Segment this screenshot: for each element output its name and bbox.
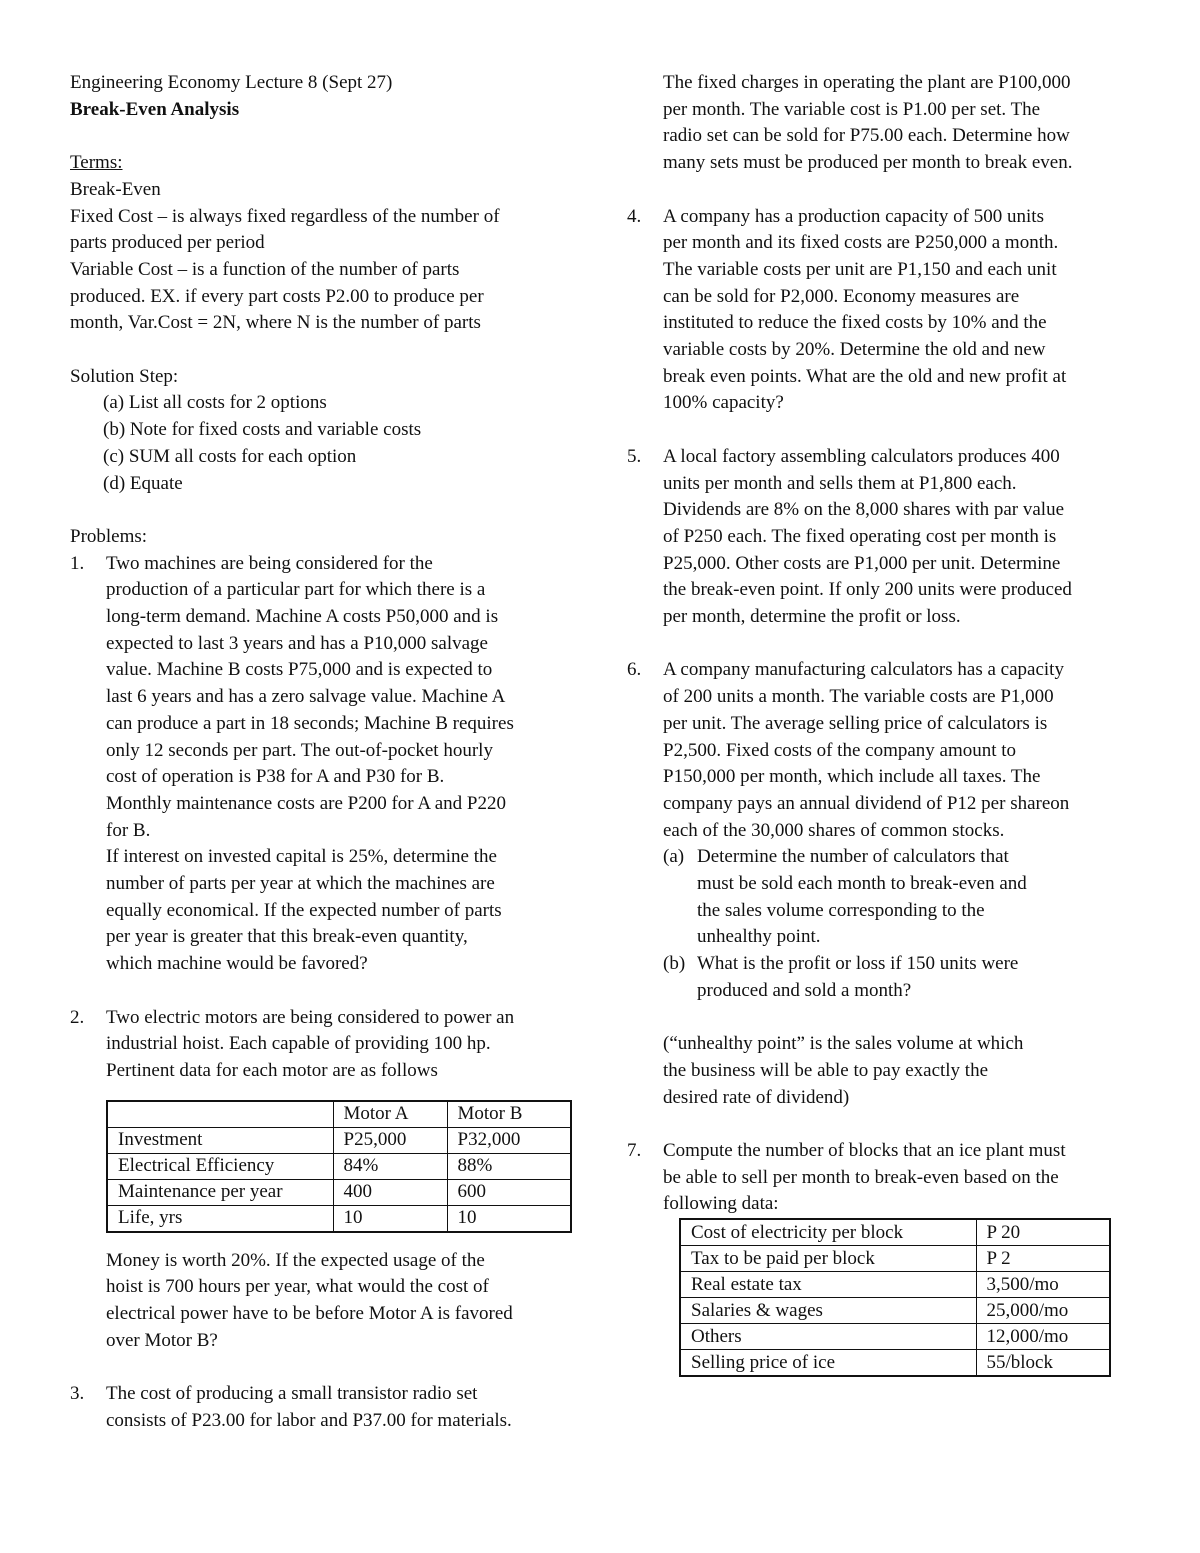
note-line: desired rate of dividend): [663, 1086, 850, 1108]
problem-line: A company has a production capacity of 500 units: [663, 205, 1044, 227]
problem-line: must be sold each month to break-even and: [697, 873, 1027, 895]
table-cell: 10: [333, 1205, 447, 1232]
table-header-row: [107, 1101, 571, 1128]
problem-line: What is the profit or loss if 150 units were: [697, 953, 1019, 975]
problem-line: can be sold for P2,000. Economy measures are: [663, 285, 1020, 307]
table-cell: P25,000: [333, 1127, 447, 1153]
problem-line: Two electric motors are being considered to power an: [106, 1006, 515, 1028]
problem-line: break even points. What are the old and new profit at: [663, 365, 1067, 387]
problem-line: per month, determine the profit or loss.: [663, 606, 961, 628]
solution-step: (c) SUM all costs for each option: [103, 445, 357, 467]
table-cell: Tax to be paid per block: [680, 1246, 976, 1272]
problem-line: produced and sold a month?: [697, 979, 912, 1001]
solution-step: (b) Note for fixed costs and variable costs: [103, 419, 422, 441]
table-row: [107, 1179, 571, 1205]
problem-line: Dividends are 8% on the 8,000 shares with par value: [663, 499, 1065, 521]
problem-3: [70, 1381, 575, 1434]
solution-step: (d) Equate: [103, 472, 183, 494]
table-cell: 12,000/mo: [976, 1324, 1110, 1350]
problem-line: Pertinent data for each motor are as follows: [106, 1059, 438, 1081]
problem-line: The variable costs per unit are P1,150 and each unit: [663, 258, 1057, 280]
problem-line: equally economical. If the expected number of parts: [106, 899, 502, 921]
problem-3-continuation: [627, 70, 1137, 177]
problem-number: 3.: [70, 1383, 85, 1405]
table-row: [680, 1272, 1110, 1298]
table-cell: P32,000: [447, 1127, 571, 1153]
problem-line: many sets must be produced per month to break even.: [663, 152, 1073, 174]
problem-line: of P250 each. The fixed operating cost per month is: [663, 525, 1057, 547]
table-cell: 55/block: [976, 1350, 1110, 1377]
problem-line: per month. The variable cost is P1.00 per set. The: [663, 98, 1041, 120]
right-column: [627, 70, 1137, 1377]
table-header-cell: Motor B: [447, 1101, 571, 1128]
table-cell: Salaries & wages: [680, 1298, 976, 1324]
problem-line: unhealthy point.: [697, 926, 821, 948]
table-header-cell: Motor A: [333, 1101, 447, 1128]
problem-line: consists of P23.00 for labor and P37.00 for materials.: [106, 1409, 512, 1431]
note-line: (“unhealthy point” is the sales volume at which: [663, 1033, 1024, 1055]
problem-number: 6.: [627, 659, 642, 681]
solution-step: (a) List all costs for 2 options: [103, 392, 327, 414]
table-cell: 600: [447, 1179, 571, 1205]
problem-6-part-b: [663, 951, 1137, 1004]
problem-line: company pays an annual dividend of P12 per shareon: [663, 792, 1070, 814]
table-row: [107, 1127, 571, 1153]
problem-line: following data:: [663, 1193, 779, 1215]
problem-line: only 12 seconds per part. The out-of-pocket hourly: [106, 739, 493, 761]
problem-line: electrical power have to be before Motor A is favored: [106, 1303, 513, 1325]
terms-heading: Terms:: [70, 152, 123, 174]
ice-plant-data-table: [679, 1218, 1111, 1377]
left-column: [70, 70, 575, 1435]
table-row: [680, 1219, 1110, 1246]
sub-label: (b): [663, 953, 686, 975]
problem-number: 7.: [627, 1140, 642, 1162]
table-cell: 88%: [447, 1153, 571, 1179]
problem-line: expected to last 3 years and has a P10,000 salvage: [106, 632, 488, 654]
table-cell: Selling price of ice: [680, 1350, 976, 1377]
terms-line: Variable Cost – is a function of the number of parts: [70, 258, 460, 280]
problems-heading: Problems:: [70, 525, 148, 547]
problem-line: units per month and sells them at P1,800 each.: [663, 472, 1017, 494]
terms-line: month, Var.Cost = 2N, where N is the number of parts: [70, 312, 481, 334]
problem-line: Monthly maintenance costs are P200 for A and P220: [106, 792, 506, 814]
problem-line: cost of operation is P38 for A and P30 for B.: [106, 766, 445, 788]
problem-7: [627, 1138, 1137, 1218]
problem-line: variable costs by 20%. Determine the old and new: [663, 339, 1046, 361]
problem-number: 4.: [627, 205, 642, 227]
problem-line: Two machines are being considered for the: [106, 552, 433, 574]
problem-line: instituted to reduce the fixed costs by 10% and the: [663, 312, 1047, 334]
note-line: the business will be able to pay exactly the: [663, 1059, 989, 1081]
table-cell: Investment: [107, 1127, 333, 1153]
problem-line: number of parts per year at which the machines are: [106, 873, 495, 895]
problem-number: 2.: [70, 1006, 85, 1028]
table-cell: P 2: [976, 1246, 1110, 1272]
problem-line: Determine the number of calculators that: [697, 846, 1009, 868]
problem-2-continuation: [70, 1248, 575, 1355]
table-cell: Others: [680, 1324, 976, 1350]
problem-line: hoist is 700 hours per year, what would the cost of: [106, 1276, 489, 1298]
problem-line: the break-even point. If only 200 units were produced: [663, 579, 1072, 601]
table-cell: Electrical Efficiency: [107, 1153, 333, 1179]
problem-line: last 6 years and has a zero salvage value. Machine A: [106, 686, 506, 708]
table-cell: Real estate tax: [680, 1272, 976, 1298]
problem-line: the sales volume corresponding to the: [697, 899, 985, 921]
problem-6-part-a: [663, 844, 1137, 951]
problem-6-note: [627, 1031, 1137, 1111]
course-title: Engineering Economy Lecture 8 (Sept 27): [70, 72, 393, 93]
problem-line: long-term demand. Machine A costs P50,000 and is: [106, 606, 499, 628]
table-cell: 25,000/mo: [976, 1298, 1110, 1324]
problem-line: per year is greater that this break-even quantity,: [106, 926, 468, 948]
sub-label: (a): [663, 846, 685, 868]
problem-line: industrial hoist. Each capable of providing 100 hp.: [106, 1033, 491, 1055]
motor-comparison-table: [106, 1100, 572, 1233]
problem-4: [627, 204, 1137, 418]
table-cell: P 20: [976, 1219, 1110, 1246]
table-cell: 3,500/mo: [976, 1272, 1110, 1298]
problem-line: 100% capacity?: [663, 392, 784, 414]
problem-line: radio set can be sold for P75.00 each. Determine how: [663, 125, 1070, 147]
terms-line: produced. EX. if every part costs P2.00 to produce per: [70, 285, 484, 307]
problem-line: P25,000. Other costs are P1,000 per unit. Determine: [663, 552, 1061, 574]
topic-title: Break-Even Analysis: [70, 98, 240, 120]
problem-line: If interest on invested capital is 25%, determine the: [106, 846, 497, 868]
terms-line: Break-Even: [70, 178, 161, 200]
problem-line: The fixed charges in operating the plant are P100,000: [663, 72, 1071, 93]
problem-line: be able to sell per month to break-even based on the: [663, 1166, 1059, 1188]
problem-line: which machine would be favored?: [106, 953, 368, 975]
problem-line: can produce a part in 18 seconds; Machine B requires: [106, 712, 514, 734]
problem-line: Compute the number of blocks that an ice plant must: [663, 1140, 1066, 1162]
table-row: [107, 1205, 571, 1232]
problem-1: [70, 551, 575, 978]
problem-line: per unit. The average selling price of calculators is: [663, 712, 1048, 734]
problem-line: per month and its fixed costs are P250,000 a month.: [663, 232, 1059, 254]
problem-line: production of a particular part for which there is a: [106, 579, 486, 601]
solution-heading: Solution Step:: [70, 365, 179, 387]
problem-line: value. Machine B costs P75,000 and is expected to: [106, 659, 493, 681]
table-cell: Maintenance per year: [107, 1179, 333, 1205]
problem-number: 5.: [627, 445, 642, 467]
table-row: [680, 1246, 1110, 1272]
problem-number: 1.: [70, 552, 85, 574]
problem-5: [627, 444, 1137, 631]
problem-line: P2,500. Fixed costs of the company amount to: [663, 739, 1017, 761]
problem-line: A company manufacturing calculators has a capacity: [663, 659, 1064, 681]
table-cell: Cost of electricity per block: [680, 1219, 976, 1246]
terms-line: parts produced per period: [70, 232, 265, 254]
problem-line: The cost of producing a small transistor radio set: [106, 1383, 478, 1405]
table-row: [107, 1153, 571, 1179]
problem-line: P150,000 per month, which include all taxes. The: [663, 766, 1041, 788]
table-cell: 400: [333, 1179, 447, 1205]
problem-line: each of the 30,000 shares of common stocks.: [663, 819, 1005, 841]
table-row: [680, 1350, 1110, 1377]
problem-line: Money is worth 20%. If the expected usage of the: [106, 1249, 485, 1271]
problem-6: [627, 657, 1137, 844]
problem-line: over Motor B?: [106, 1329, 218, 1351]
problem-line: of 200 units a month. The variable costs are P1,000: [663, 686, 1054, 708]
problem-2: [70, 1005, 575, 1085]
table-row: [680, 1298, 1110, 1324]
table-cell: Life, yrs: [107, 1205, 333, 1232]
table-row: [680, 1324, 1110, 1350]
problem-line: A local factory assembling calculators produces 400: [663, 445, 1060, 467]
table-cell: 84%: [333, 1153, 447, 1179]
terms-line: Fixed Cost – is always fixed regardless of the number of: [70, 205, 500, 227]
table-cell: [107, 1101, 333, 1128]
table-cell: 10: [447, 1205, 571, 1232]
problem-line: for B.: [106, 819, 151, 841]
